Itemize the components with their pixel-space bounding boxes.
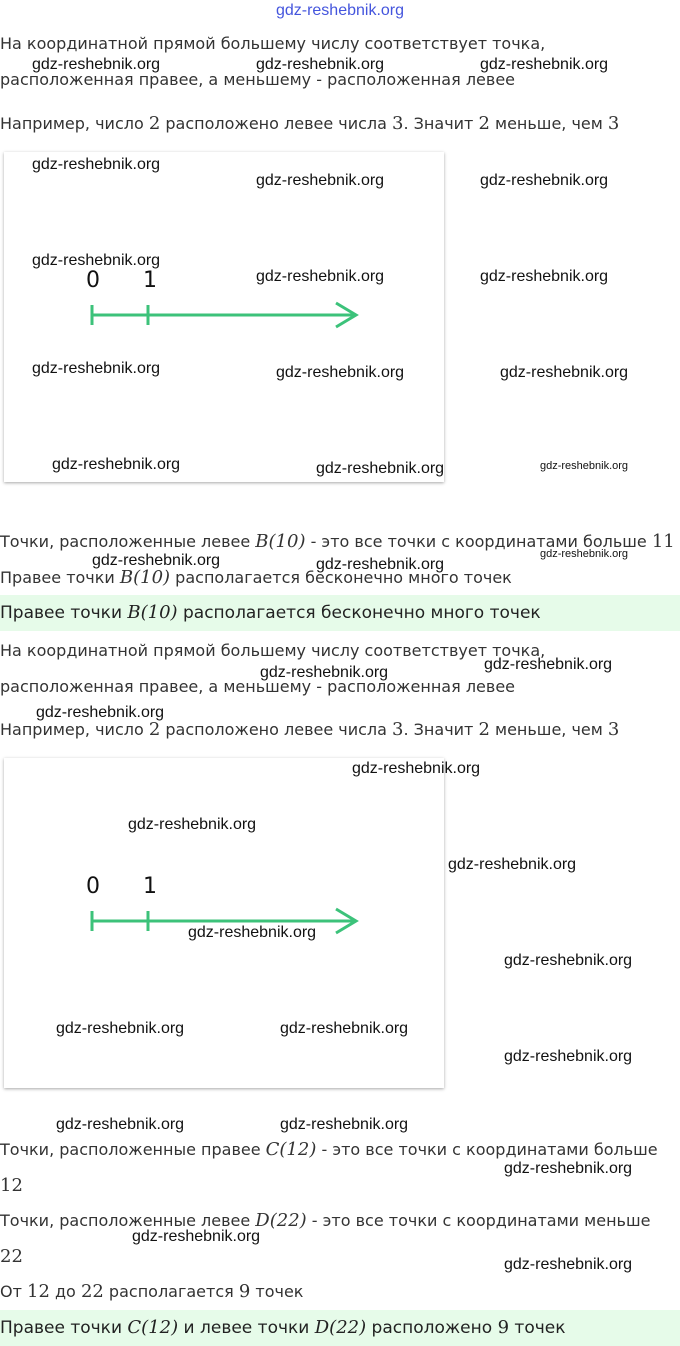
- watermark: gdz-reshebnik.org: [276, 364, 405, 381]
- number-line-figure-1: [4, 152, 444, 482]
- watermark: gdz-reshebnik.org: [260, 664, 389, 681]
- label-one: 1: [143, 268, 157, 293]
- watermark: gdz-reshebnik.org: [504, 1160, 633, 1177]
- paragraph-5-line-2: расположенная правее, а меньшему - расположенная левее: [0, 677, 515, 696]
- watermark: gdz-reshebnik.org: [352, 760, 481, 777]
- watermark: gdz-reshebnik.org: [52, 456, 181, 473]
- watermark: gdz-reshebnik.org: [280, 1020, 409, 1037]
- label-one: 1: [143, 874, 157, 899]
- paragraph-4: Правее точки B(10) располагается бесконечно много точек: [0, 567, 512, 588]
- watermark: gdz-reshebnik.org: [316, 460, 445, 477]
- answer-box-2: [0, 1310, 680, 1346]
- answer-2-text: Правее точки C(12) и левее точки D(22) расположено 9 точек: [0, 1317, 566, 1338]
- watermark: gdz-reshebnik.org: [188, 924, 317, 941]
- watermark: gdz-reshebnik.org: [256, 56, 385, 73]
- watermark: gdz-reshebnik.org: [316, 556, 445, 573]
- paragraph-8-line-2: 22: [0, 1246, 23, 1267]
- number-line-figure-2: [4, 758, 444, 1088]
- watermark: gdz-reshebnik.org: [132, 1228, 261, 1245]
- number-line-arrow: [4, 758, 444, 1088]
- watermark: gdz-reshebnik.org: [32, 156, 161, 173]
- watermark: gdz-reshebnik.org: [280, 1116, 409, 1133]
- watermark: gdz-reshebnik.org: [504, 952, 633, 969]
- paragraph-6: Например, число 2 расположено левее числа 3. Значит 2 меньше, чем 3: [0, 719, 620, 740]
- number-line-arrow: [4, 152, 444, 482]
- watermark: gdz-reshebnik.org: [480, 268, 609, 285]
- paragraph-9: От 12 до 22 располагается 9 точек: [0, 1281, 304, 1302]
- paragraph-1-line-1: На координатной прямой большему числу соответствует точка,: [0, 34, 546, 53]
- watermark: gdz-reshebnik.org: [484, 656, 613, 673]
- watermark: gdz-reshebnik.org: [32, 56, 161, 73]
- watermark: gdz-reshebnik.org: [56, 1116, 185, 1133]
- answer-box-1: [0, 595, 680, 631]
- paragraph-7-line-1: Точки, расположенные правее C(12) - это все точки с координатами больше: [0, 1139, 658, 1160]
- paragraph-7-line-2: 12: [0, 1175, 23, 1196]
- watermark: gdz-reshebnik.org: [500, 364, 629, 381]
- paragraph-1-line-2: расположенная правее, а меньшему - расположенная левее: [0, 70, 515, 89]
- watermark: gdz-reshebnik.org: [56, 1020, 185, 1037]
- watermark: gdz-reshebnik.org: [480, 56, 609, 73]
- watermark: gdz-reshebnik.org: [128, 816, 257, 833]
- watermark: gdz-reshebnik.org: [504, 1048, 633, 1065]
- watermark: gdz-reshebnik.org: [32, 252, 161, 269]
- label-zero: 0: [86, 874, 100, 899]
- watermark: gdz-reshebnik.org: [92, 552, 221, 569]
- label-zero: 0: [86, 268, 100, 293]
- watermark: gdz-reshebnik.org: [504, 1256, 633, 1273]
- watermark: gdz-reshebnik.org: [32, 360, 161, 377]
- watermark: gdz-reshebnik.org: [540, 460, 629, 472]
- paragraph-5-line-1: На координатной прямой большему числу соответствует точка,: [0, 641, 546, 660]
- paragraph-8-line-1: Точки, расположенные левее D(22) - это все точки с координатами меньше: [0, 1210, 651, 1231]
- watermark: gdz-reshebnik.org: [480, 172, 609, 189]
- watermark: gdz-reshebnik.org: [256, 268, 385, 285]
- answer-1-text: Правее точки B(10) располагается бесконечно много точек: [0, 602, 541, 623]
- site-header: gdz-reshebnik.org: [275, 2, 405, 19]
- watermark: gdz-reshebnik.org: [36, 704, 165, 721]
- paragraph-3: Точки, расположенные левее B(10) - это все точки с координатами больше 11: [0, 531, 675, 552]
- watermark: gdz-reshebnik.org: [256, 172, 385, 189]
- watermark: gdz-reshebnik.org: [540, 548, 629, 560]
- watermark: gdz-reshebnik.org: [448, 856, 577, 873]
- paragraph-2: Например, число 2 расположено левее числа 3. Значит 2 меньше, чем 3: [0, 113, 620, 134]
